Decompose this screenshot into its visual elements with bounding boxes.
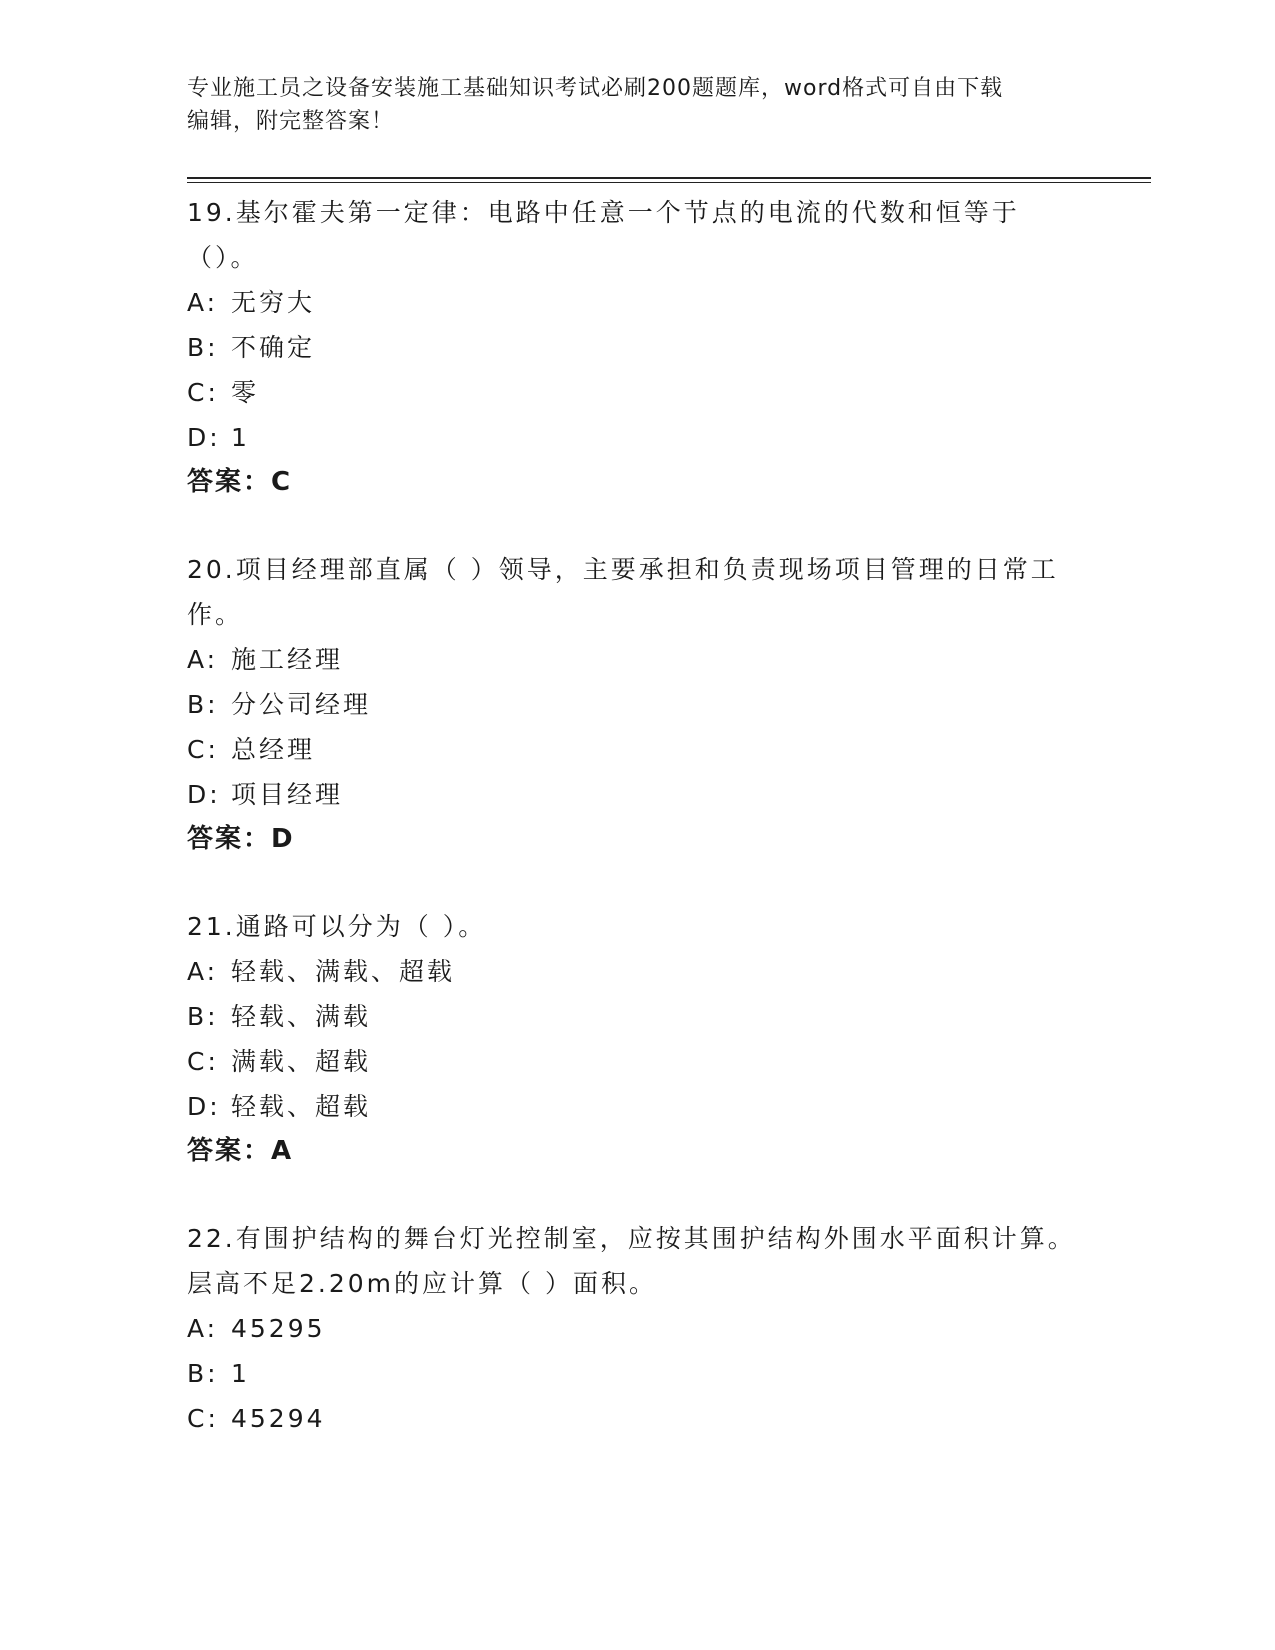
- option-text: 轻载、超载: [231, 1092, 372, 1121]
- option-a: [187, 949, 1087, 994]
- question-stem: 21.通路可以分为（ ）。: [187, 912, 487, 941]
- option-text: 分公司经理: [231, 690, 372, 719]
- answer-line: 答案：C: [187, 467, 293, 497]
- header-divider-thin: [187, 182, 1151, 183]
- option-letter: D:: [187, 780, 221, 809]
- option-d: [187, 1084, 1087, 1129]
- option-letter: C:: [187, 735, 219, 764]
- option-text: 无穷大: [231, 288, 316, 317]
- question-stem: 22.有围护结构的舞台灯光控制室，应按其围护结构外围水平面积计算。层高不足2.20m的应计算（ ）面积。: [187, 1224, 1076, 1298]
- question-list: [187, 190, 1087, 1483]
- answer-line: 答案：D: [187, 824, 295, 854]
- document-header: [187, 72, 1067, 138]
- option-letter: D:: [187, 423, 221, 452]
- option-letter: C:: [187, 1047, 219, 1076]
- option-b: [187, 682, 1087, 727]
- option-letter: C:: [187, 378, 219, 407]
- option-a: [187, 280, 1087, 325]
- question-20: [187, 547, 1087, 862]
- option-b: [187, 1351, 1087, 1396]
- option-a: [187, 637, 1087, 682]
- option-letter: A:: [187, 1314, 219, 1343]
- option-text: 45294: [231, 1404, 326, 1433]
- option-text: 1: [231, 1359, 250, 1388]
- option-a: [187, 1306, 1087, 1351]
- option-text: 零: [231, 378, 260, 407]
- header-title-line-2: 编辑，附完整答案！: [187, 109, 395, 134]
- option-letter: B:: [187, 1002, 219, 1031]
- question-22: [187, 1216, 1087, 1441]
- option-c: [187, 370, 1087, 415]
- option-text: 轻载、满载: [231, 1002, 372, 1031]
- option-text: 施工经理: [231, 645, 344, 674]
- option-letter: C:: [187, 1404, 219, 1433]
- option-letter: A:: [187, 288, 219, 317]
- option-d: [187, 772, 1087, 817]
- option-b: [187, 325, 1087, 370]
- option-text: 项目经理: [231, 780, 344, 809]
- option-letter: A:: [187, 645, 219, 674]
- option-c: [187, 727, 1087, 772]
- question-19: [187, 190, 1087, 505]
- header-divider-thick: [187, 177, 1151, 179]
- option-b: [187, 994, 1087, 1039]
- option-text: 45295: [231, 1314, 326, 1343]
- option-text: 总经理: [231, 735, 316, 764]
- question-21: [187, 904, 1087, 1174]
- option-c: [187, 1396, 1087, 1441]
- option-text: 1: [231, 423, 250, 452]
- option-text: 不确定: [231, 333, 316, 362]
- option-text: 轻载、满载、超载: [231, 957, 456, 986]
- option-letter: A:: [187, 957, 219, 986]
- option-c: [187, 1039, 1087, 1084]
- option-letter: B:: [187, 1359, 219, 1388]
- option-letter: D:: [187, 1092, 221, 1121]
- header-title-line-1: 专业施工员之设备安装施工基础知识考试必刷200题题库，word格式可自由下载: [187, 76, 1004, 101]
- answer-line: 答案：A: [187, 1136, 294, 1166]
- option-text: 满载、超载: [231, 1047, 372, 1076]
- option-letter: B:: [187, 690, 219, 719]
- option-d: [187, 415, 1087, 460]
- option-letter: B:: [187, 333, 219, 362]
- question-stem: 20.项目经理部直属（ ）领导，主要承担和负责现场项目管理的日常工作。: [187, 555, 1059, 629]
- question-stem: 19.基尔霍夫第一定律：电路中任意一个节点的电流的代数和恒等于（）。: [187, 198, 1020, 272]
